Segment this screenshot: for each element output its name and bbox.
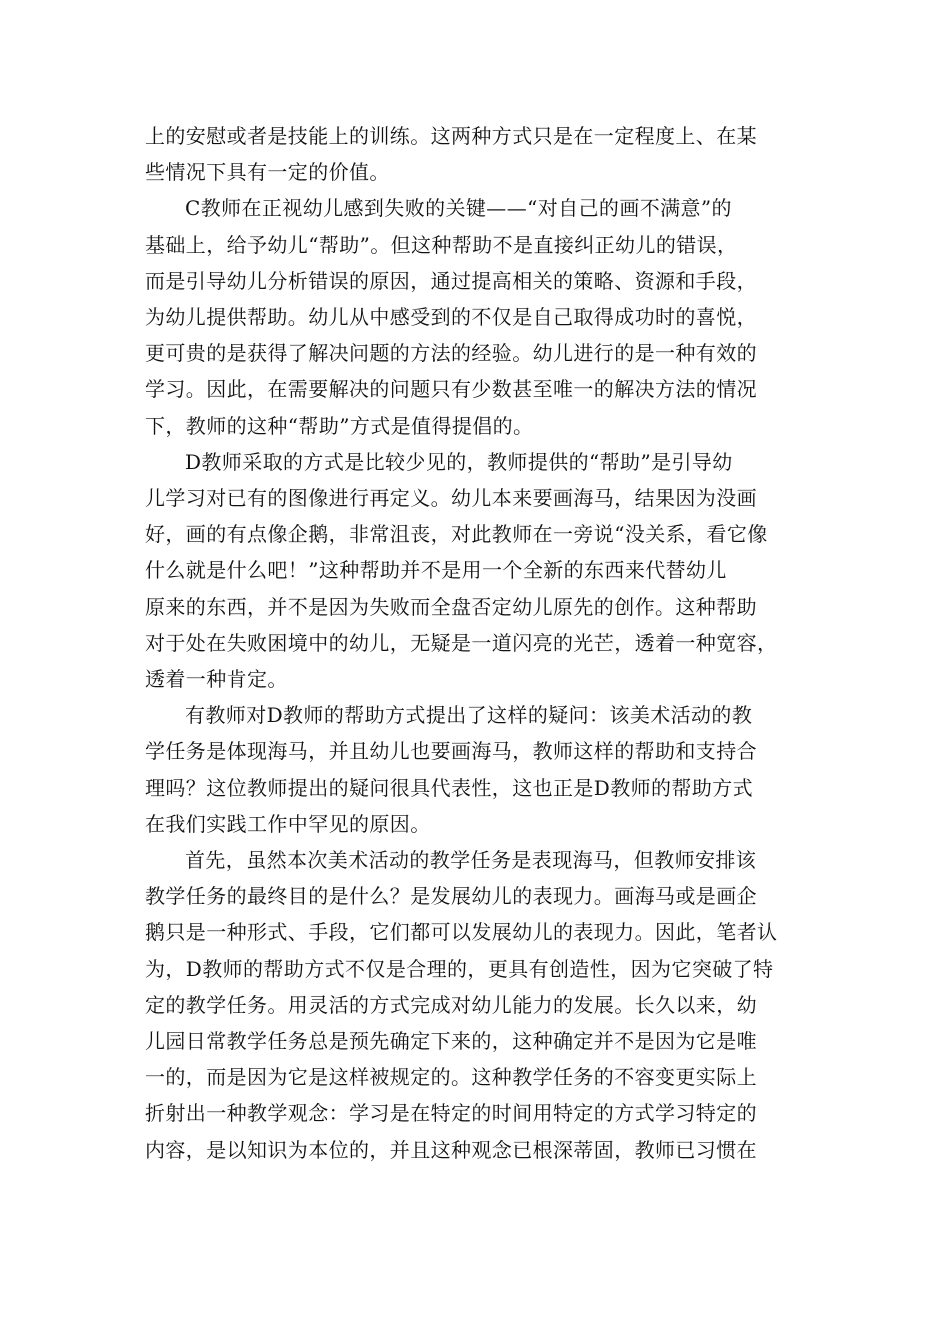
paragraph-1 xyxy=(145,118,810,190)
text-line: 而是引导幼儿分析错误的原因，通过提高相关的策略、资源和手段， xyxy=(145,268,757,293)
text-line: C教师在正视幼儿感到失败的关键——“对自己的画不满意”的 xyxy=(185,196,732,221)
text-line: 有教师对D教师的帮助方式提出了这样的疑问：该美术活动的教 xyxy=(185,703,753,728)
text-line: 上的安慰或者是技能上的训练。这两种方式只是在一定程度上、在某 xyxy=(145,124,757,148)
text-line: 基础上，给予幼儿“帮助”。但这种帮助不是直接纠正幼儿的错误， xyxy=(145,232,738,257)
text-line: 学习。因此，在需要解决的问题只有少数甚至唯一的解决方法的情况 xyxy=(145,377,757,402)
text-line: 学任务是体现海马，并且幼儿也要画海马，教师这样的帮助和支持合 xyxy=(145,739,757,764)
paragraph-2 xyxy=(145,190,810,443)
text-line: 好，画的有点像企鹅，非常沮丧，对此教师在一旁说“没关系，看它像 xyxy=(145,522,768,547)
text-line: 儿园日常教学任务总是预先确定下来的，这种确定并不是因为它是唯 xyxy=(145,1029,757,1054)
text-line: 理吗？这位教师提出的疑问很具代表性，这也正是D教师的帮助方式 xyxy=(145,775,754,800)
text-line: 透着一种肯定。 xyxy=(145,667,288,692)
text-line: 更可贵的是获得了解决问题的方法的经验。幼儿进行的是一种有效的 xyxy=(145,341,757,366)
text-line: 首先，虽然本次美术活动的教学任务是表现海马，但教师安排该 xyxy=(185,848,757,873)
text-line: 下，教师的这种“帮助”方式是值得提倡的。 xyxy=(145,413,534,438)
text-line: 一的，而是因为它是这样被规定的。这种教学任务的不容变更实际上 xyxy=(145,1065,757,1090)
text-line: 原来的东西，并不是因为失败而全盘否定幼儿原先的创作。这种帮助 xyxy=(145,594,757,619)
paragraph-5 xyxy=(145,842,810,1168)
text-line: 内容，是以知识为本位的，并且这种观念已根深蒂固，教师已习惯在 xyxy=(145,1137,757,1162)
text-line: 儿学习对已有的图像进行再定义。幼儿本来要画海马，结果因为没画 xyxy=(145,486,757,511)
text-line: 在我们实践工作中罕见的原因。 xyxy=(145,811,431,836)
text-line: 什么就是什么吧！”这种帮助并不是用一个全新的东西来代替幼儿 xyxy=(145,558,727,583)
paragraph-4 xyxy=(145,697,810,842)
text-line: 为，D教师的帮助方式不仅是合理的，更具有创造性，因为它突破了特 xyxy=(145,956,774,981)
text-line: 鹅只是一种形式、手段，它们都可以发展幼儿的表现力。因此，笔者认 xyxy=(145,920,778,945)
text-line: 教学任务的最终目的是什么？是发展幼儿的表现力。画海马或是画企 xyxy=(145,884,757,909)
text-line: 些情况下具有一定的价值。 xyxy=(145,160,390,185)
text-line: 为幼儿提供帮助。幼儿从中感受到的不仅是自己取得成功时的喜悦， xyxy=(145,305,757,330)
text-line: D教师采取的方式是比较少见的，教师提供的“帮助”是引导幼 xyxy=(185,449,733,474)
text-line: 定的教学任务。用灵活的方式完成对幼儿能力的发展。长久以来，幼 xyxy=(145,992,757,1017)
text-line: 对于处在失败困境中的幼儿，无疑是一道闪亮的光芒，透着一种宽容， xyxy=(145,630,778,655)
paragraph-3 xyxy=(145,444,810,697)
body-text xyxy=(145,118,810,1168)
text-line: 折射出一种教学观念：学习是在特定的时间用特定的方式学习特定的 xyxy=(145,1101,757,1126)
